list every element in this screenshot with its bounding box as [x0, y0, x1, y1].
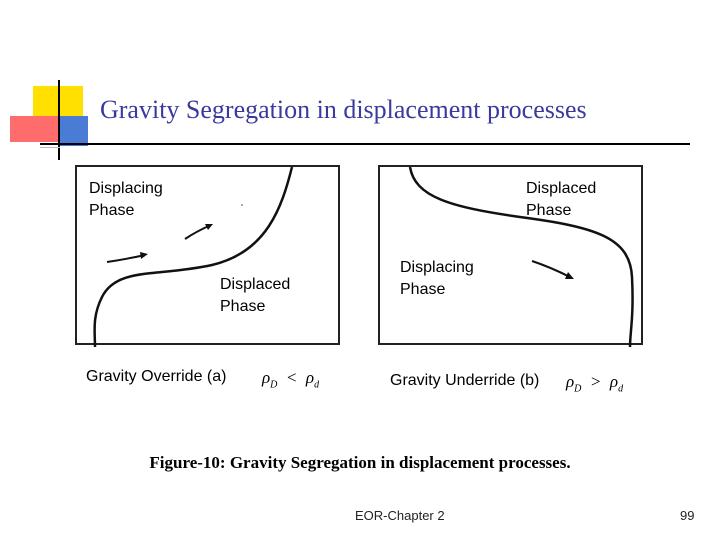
override-displacing-label: Displacing Phase	[89, 180, 163, 219]
override-sub-left: D	[270, 379, 278, 391]
figure-caption: Figure-10: Gravity Segregation in displacement processes.	[149, 453, 571, 472]
override-caption: Gravity Override (a)	[86, 368, 227, 385]
override-flow-arrow-lower	[107, 255, 145, 262]
page-number: 99	[680, 508, 695, 523]
override-displaced-label: Displaced Phase	[220, 276, 291, 315]
override-operator: <	[285, 368, 298, 387]
underride-rho-right: ρ	[609, 372, 619, 391]
override-rho-right: ρ	[305, 368, 315, 387]
override-speck	[241, 204, 243, 206]
decor-vertical-line	[58, 80, 60, 160]
underride-sub-right: d	[618, 383, 624, 395]
underride-sub-left: D	[574, 383, 582, 395]
title-underline	[40, 143, 690, 145]
decor-shadow-line	[40, 147, 60, 148]
underride-flow-arrow	[532, 261, 570, 277]
underride-caption: Gravity Underride (b)	[390, 372, 540, 389]
decor-red-block	[10, 116, 60, 142]
underride-displacing-label: Displacing Phase	[400, 259, 474, 298]
override-rho-left: ρ	[262, 368, 271, 387]
slide-title: Gravity Segregation in displacement processes	[100, 95, 587, 124]
underride-density-relation	[566, 372, 623, 394]
decor-blue-block	[60, 116, 88, 146]
underride-operator: >	[589, 372, 602, 391]
override-density-relation	[262, 368, 319, 390]
underride-displaced-label: Displaced Phase	[526, 180, 597, 219]
override-sub-right: d	[314, 379, 320, 391]
underride-rho-left: ρ	[566, 372, 575, 391]
footer-text: EOR-Chapter 2	[355, 508, 445, 523]
override-flow-arrowhead-lower	[140, 252, 148, 259]
